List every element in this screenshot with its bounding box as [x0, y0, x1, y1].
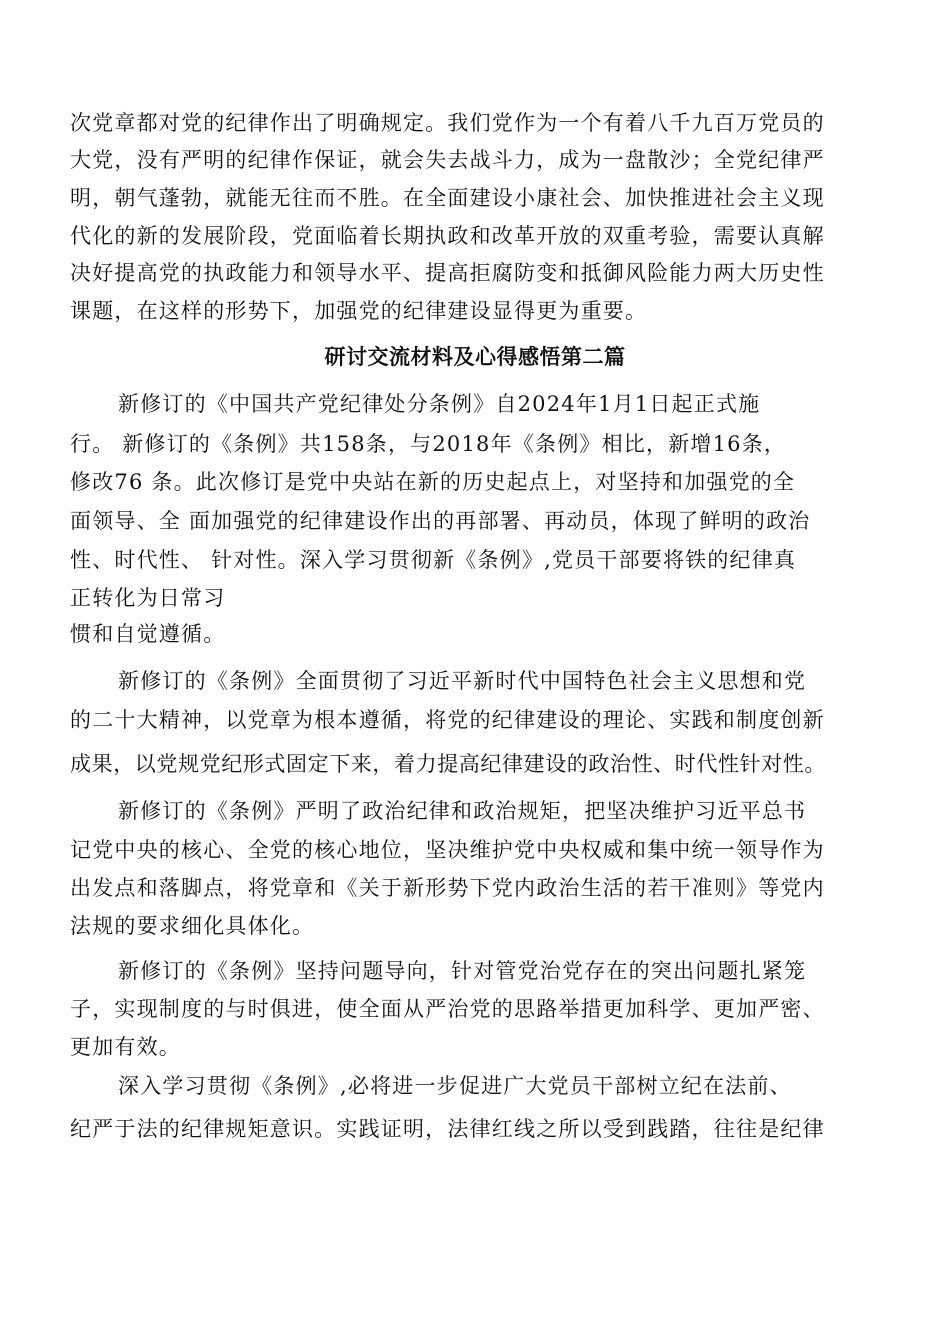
- text-line: 修改76 条。此次修订是党中央站在新的历史起点上，对坚持和加强党的全: [70, 470, 796, 494]
- text-line: 记党中央的核心、全党的核心地位，坚决维护党中央权威和集中统一领导作为: [70, 838, 825, 862]
- text-line: 惯和自觉遵循。: [70, 622, 226, 646]
- text-line: 新修订的《条例》坚持问题导向，针对管党治党存在的突出问题扎紧笼: [118, 959, 807, 983]
- text-line: 课题，在这样的形势下，加强党的纪律建设显得更为重要。: [70, 299, 648, 323]
- text-line: 出发点和落脚点，将党章和《关于新形势下党内政治生活的若干准则》等党内: [70, 876, 825, 900]
- text-line: 行。 新修订的《条例》共158条，与2018年《条例》相比，新增16条，: [70, 432, 787, 456]
- text-line: 新修订的《中国共产党纪律处分条例》自2024年1月1日起正式施: [118, 392, 761, 416]
- text-line: 的二十大精神，以党章为根本遵循，将党的纪律建设的理论、实践和制度创新: [70, 708, 825, 732]
- text-line: 更加有效。: [70, 1035, 181, 1059]
- text-line: 代化的新的发展阶段，党面临着长期执政和改革开放的双重考验，需要认真解: [70, 224, 825, 248]
- text-line: 成果，以党规党纪形式固定下来，着力提高纪律建设的政治性、时代性针对性。: [70, 752, 826, 776]
- text-line: 大党，没有严明的纪律作保证，就会失去战斗力，成为一盘散沙；全党纪律严: [70, 148, 825, 172]
- text-line: 法规的要求细化具体化。: [70, 914, 315, 938]
- text-line: 性、时代性、 针对性。深入学习贯彻新《条例》,党员干部要将铁的纪律真: [70, 548, 797, 572]
- text-line: 新修订的《条例》严明了政治纪律和政治规矩，把坚决维护习近平总书: [118, 799, 807, 823]
- text-line: 新修订的《条例》全面贯彻了习近平新时代中国特色社会主义思想和党: [118, 669, 807, 693]
- text-line: 次党章都对党的纪律作出了明确规定。我们党作为一个有着八千九百万党员的: [70, 111, 825, 135]
- text-line: 明，朝气蓬勃，就能无往而不胜。在全面建设小康社会、加快推进社会主义现: [70, 186, 825, 210]
- text-line: 纪严于法的纪律规矩意识。实践证明，法律红线之所以受到践踏，往往是纪律: [70, 1117, 825, 1141]
- section-title: 研讨交流材料及心得感悟第二篇: [324, 345, 626, 369]
- text-line: 子，实现制度的与时俱进，使全面从严治党的思路举措更加科学、更加严密、: [70, 997, 825, 1021]
- text-line: 正转化为日常习: [70, 586, 226, 610]
- text-line: 面领导、全 面加强党的纪律建设作出的再部署、再动员，体现了鲜明的政治: [70, 509, 811, 533]
- text-line: 深入学习贯彻《条例》,必将进一步促进广大党员干部树立纪在法前、: [118, 1074, 792, 1098]
- text-line: 决好提高党的执政能力和领导水平、提高拒腐防变和抵御风险能力两大历史性: [70, 261, 825, 285]
